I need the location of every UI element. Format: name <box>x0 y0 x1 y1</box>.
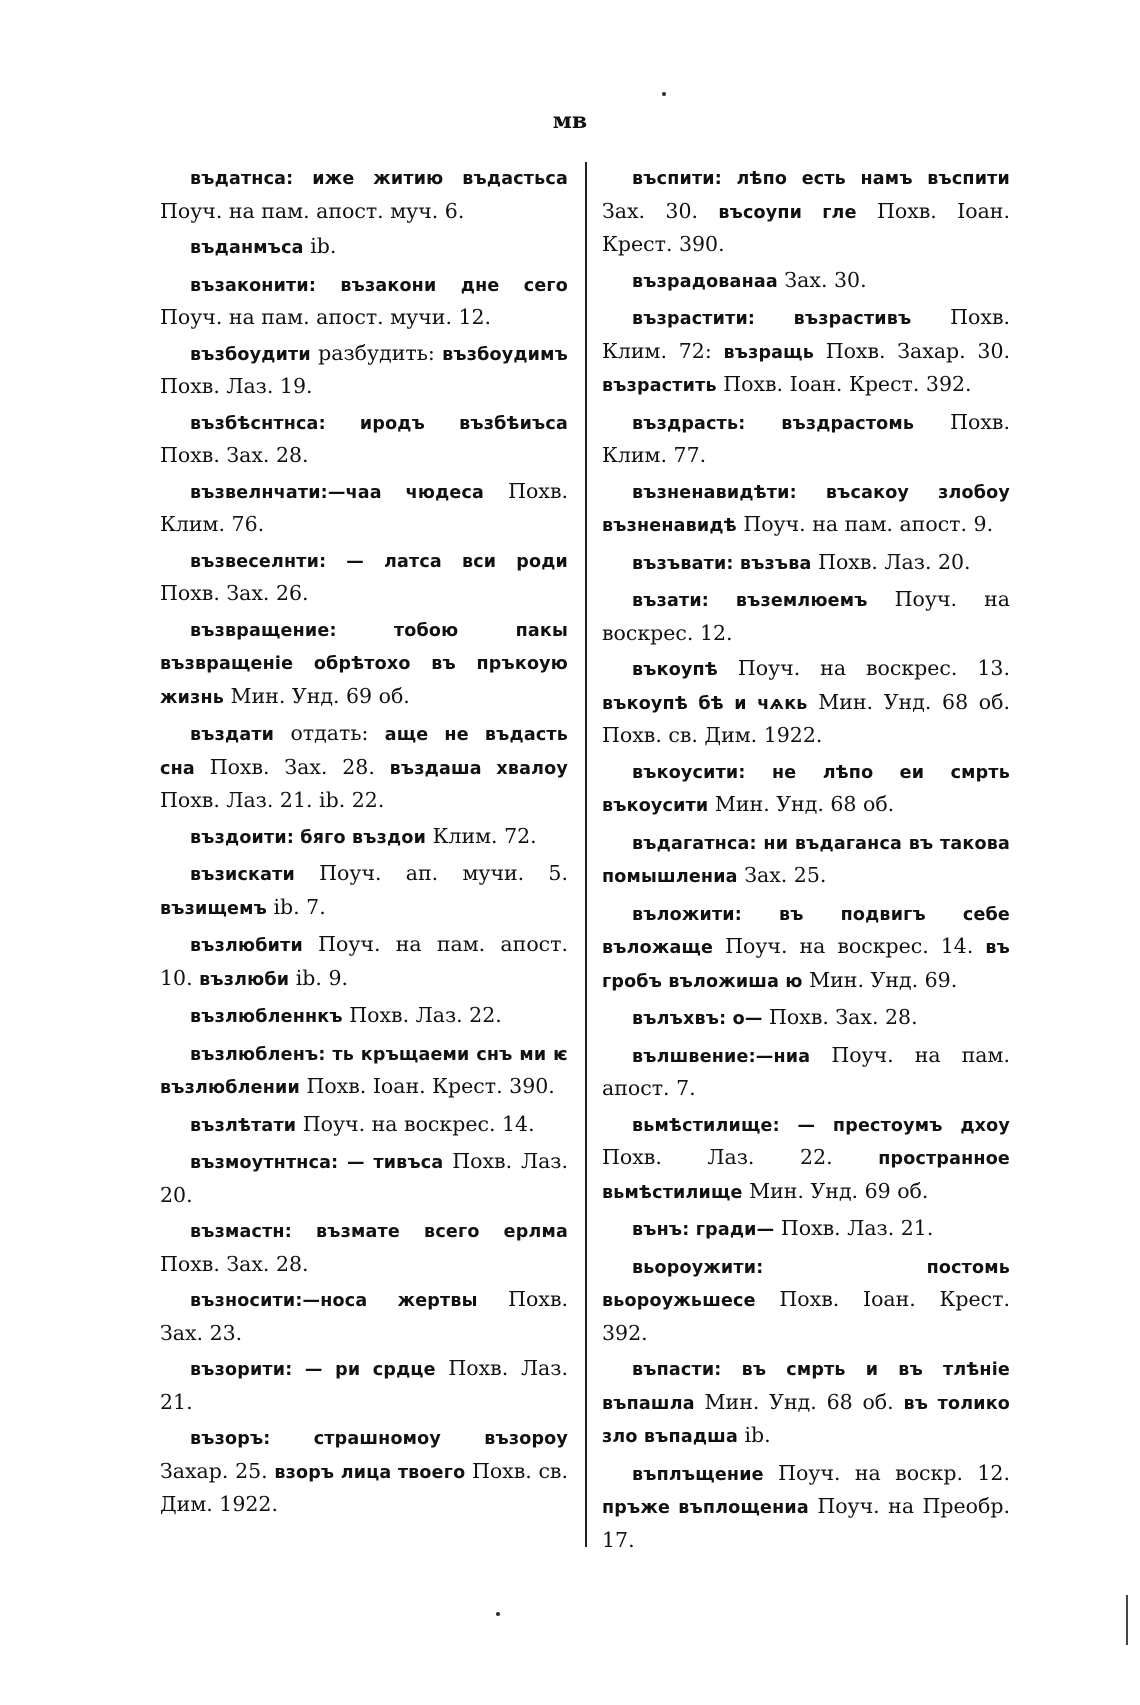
entry-headword: въ толико зло въпадша <box>602 1393 1010 1447</box>
entry-headword: възлюбленнкъ <box>190 1007 343 1027</box>
entry-headword: възвращение: тобою пакы възвращеніе обрѣтохо въ пръкоую жизнь <box>160 620 568 708</box>
dictionary-entry <box>602 1002 1010 1036</box>
entry-headword: вънъ: гради— <box>632 1220 775 1240</box>
dictionary-entry <box>160 1422 568 1521</box>
dictionary-entry <box>602 1353 1010 1454</box>
scan-edge-mark <box>1126 1595 1128 1645</box>
entry-text: Похв. Зах. 28. <box>194 754 390 779</box>
entry-headword: възвелнчати:—чаа чюдеса <box>190 482 485 503</box>
entry-text: Похв. Клим. 76. <box>160 478 568 536</box>
entry-headword: възлюбленъ: ть кръщаеми снъ ми ѥ възлюблении <box>160 1044 568 1098</box>
entry-text: отдать: <box>274 721 385 745</box>
entry-headword: възрастити: възрастивъ <box>632 309 912 329</box>
dictionary-entry <box>602 547 1010 581</box>
entry-headword: възращь <box>723 342 814 363</box>
entry-text: Поуч. на воскрес. 13. <box>717 656 1010 680</box>
dictionary-entry <box>160 858 568 925</box>
entry-headword: пръже въплощениа <box>602 1498 809 1518</box>
entry-headword: вьмѣстилище: — престоумъ дхоу <box>632 1115 1010 1136</box>
entry-headword: възищемъ <box>160 898 267 919</box>
entry-text: Похв. Лаз. 20. <box>811 549 971 574</box>
dictionary-entry <box>160 1353 568 1418</box>
dictionary-entry <box>602 1458 1010 1557</box>
entry-headword: възискати <box>190 865 295 885</box>
entry-text: Поуч. на воскр. 12. <box>763 1460 1010 1485</box>
entry-text: Мин. Унд. 68 об. <box>708 792 895 816</box>
entry-text: Поуч. на Преобр. 17. <box>602 1494 1010 1552</box>
entry-text: разбудить: <box>310 340 443 365</box>
entry-text: Поуч. ап. мучи. 5. <box>294 861 568 885</box>
entry-text: Похв. Лаз. 21. <box>774 1216 934 1240</box>
dictionary-entry <box>602 302 1010 403</box>
entry-text: Мин. Унд. 68 об. <box>694 1389 904 1414</box>
entry-text: ib. <box>303 234 337 258</box>
entry-headword: въздоити: бяго въздои <box>190 827 427 848</box>
entry-text: Похв. Клим. 72: <box>602 305 1010 363</box>
entry-text: Похв. Захар. 30. <box>814 338 1011 363</box>
dictionary-entry <box>160 231 568 265</box>
entry-text: Мин. Унд. 68 об. Похв. св. Дим. 1922. <box>602 689 1010 747</box>
entry-headword: взоръ лица твоего <box>274 1462 466 1483</box>
entry-text: Мин. Унд. 69. <box>802 967 958 992</box>
entry-headword: въкоупѣ <box>632 660 718 680</box>
entry-headword: въспити: лѣпо есть намъ въспити <box>632 169 1010 189</box>
entry-headword: възрадованаа <box>632 271 778 292</box>
entry-headword: възаконити: възакони дне сего <box>190 275 568 296</box>
dictionary-entry <box>160 476 568 541</box>
entry-text: Похв. Іоан. Крест. 390. <box>299 1074 555 1098</box>
entry-text: Клим. 72. <box>426 823 537 848</box>
entry-headword: пространное вьмѣстилище <box>602 1149 1010 1203</box>
entry-text: Мин. Унд. 69 об. <box>742 1178 929 1203</box>
entry-headword: въпасти: въ смрть и въ тлѣніе въпашлa <box>602 1360 1010 1414</box>
entry-text: Похв. Зах. 28. <box>762 1005 918 1029</box>
dictionary-entry <box>602 407 1010 472</box>
entry-text: Похв. Зах. 28. <box>160 443 309 467</box>
entry-text: Похв. св. Дим. 1922. <box>160 1458 568 1516</box>
dictionary-entry <box>602 476 1010 543</box>
entry-headword: възлюби <box>199 969 290 990</box>
dictionary-entry <box>602 1109 1010 1210</box>
entry-text: Похв. Іоан. Крест. 392. <box>602 1287 1010 1345</box>
entry-text: Похв. Іоан. Крест. 392. <box>716 372 972 396</box>
entry-headword: възрастить <box>602 376 717 396</box>
entry-headword: възбѣснтнса: иродъ възбѣиъса <box>190 413 568 434</box>
dictionary-entry <box>160 269 568 334</box>
entry-headword: възати: въземлюемъ <box>632 591 868 611</box>
entry-text: ib. <box>737 1423 771 1447</box>
dictionary-entry <box>160 407 568 472</box>
entry-text: Поуч. на пам. апост. 7. <box>602 1042 1010 1100</box>
entry-headword: въдатнса: иже житию въдастьса <box>190 169 568 189</box>
entry-text: Похв. Зах. 26. <box>160 581 309 605</box>
entry-headword: възъвати: възъва <box>632 553 812 574</box>
entry-text: Поуч. на воскрес. 14. <box>713 934 986 958</box>
dictionary-entry <box>602 1213 1010 1247</box>
entry-text: Похв. Лаз. 20. <box>160 1149 568 1207</box>
entry-text: Зах. 30. <box>777 267 867 292</box>
entry-text: Захар. 25. <box>160 1458 275 1483</box>
entry-headword: въложити: въ подвигъ себе въложаще <box>602 904 1010 958</box>
dictionary-entry <box>602 265 1010 299</box>
entry-headword: възненавидѣти: въсакоу злобоу възненавидѣ <box>602 482 1010 536</box>
dictionary-entry <box>160 1146 568 1211</box>
entry-text: ib. 9. <box>289 965 349 990</box>
column-divider <box>585 162 587 1547</box>
entry-headword: въ гробъ въложиша ю <box>602 938 1010 992</box>
entry-headword: аще не въдасть сна <box>160 725 569 779</box>
entry-headword: възбоудимъ <box>442 344 568 365</box>
entry-text: Похв. Клим. 77. <box>602 409 1010 467</box>
entry-headword: възоръ: страшномоу възороу <box>190 1429 568 1449</box>
page-number: мв <box>552 108 588 134</box>
dictionary-entry <box>160 1215 568 1280</box>
dictionary-entry <box>602 1040 1010 1105</box>
entry-headword: въплъщение <box>632 1464 764 1485</box>
entry-headword: вълшвение:—ниа <box>632 1046 811 1067</box>
entry-text: Похв. Лаз. 21. ib. 22. <box>160 788 385 812</box>
entry-text: Поуч. на пам. апост. мучи. 12. <box>160 305 492 329</box>
dictionary-entry <box>160 1038 568 1105</box>
entry-text: Поуч. на пам. апост. 9. <box>736 512 994 536</box>
entry-headword: въздрасть: въздрастомь <box>632 413 915 434</box>
entry-headword: въздати <box>190 725 275 745</box>
entry-headword: възбоудити <box>190 344 311 365</box>
entry-headword: вьорoужити: постомь вьороужьшесе <box>602 1257 1010 1311</box>
entry-headword: въздаша хвалоу <box>389 758 568 779</box>
entry-text: Поуч. на пам. апост. 10. <box>160 932 568 990</box>
entry-text: Похв. Лаз. 22. <box>342 1003 502 1027</box>
dictionary-entry <box>160 1000 568 1034</box>
entry-text: Похв. Зах. 28. <box>160 1251 309 1276</box>
entry-headword: възносити:—носа жертвы <box>190 1291 478 1311</box>
dictionary-entry <box>160 614 568 715</box>
dictionary-entry <box>602 898 1010 999</box>
entry-headword: възвеселнти: — латса вси роди <box>190 551 568 572</box>
entry-headword: възлѣтати <box>190 1115 297 1136</box>
ink-dot-top <box>662 92 666 96</box>
entry-headword: въдагатнса: ни въдаганса въ такова помышлениа <box>602 833 1010 887</box>
entry-headword: въкоусити: не лѣпо еи смрть въкоусити <box>602 762 1010 816</box>
entry-text: Похв. Лаз. 19. <box>160 374 313 398</box>
dictionary-entry <box>602 584 1010 649</box>
entry-text: Похв. Зах. 23. <box>160 1287 569 1345</box>
entry-text: Поуч. на воскрес. 12. <box>602 587 1010 645</box>
dictionary-entry <box>160 338 568 403</box>
dictionary-entry <box>160 718 568 817</box>
entry-headword: въсоупи гле <box>718 202 857 223</box>
dictionary-entry <box>602 756 1010 823</box>
left-column <box>160 162 568 1525</box>
entry-headword: вълъхвъ: о— <box>632 1009 763 1029</box>
entry-headword: възмоутнтнса: — тивъса <box>190 1153 444 1173</box>
dictionary-entry <box>160 821 568 855</box>
entry-text: Поуч. на пам. апост. муч. 6. <box>160 198 465 223</box>
dictionary-entry <box>160 929 568 996</box>
dictionary-entry <box>602 162 1010 261</box>
entry-text: Похв. Іоан. Крест. 390. <box>602 198 1010 256</box>
dictionary-entry <box>602 1251 1010 1350</box>
entry-headword: въданмъса <box>190 238 304 258</box>
entry-headword: възлюбити <box>190 936 303 956</box>
entry-headword: възорити: — ри срдце <box>190 1360 436 1380</box>
ink-dot-bottom <box>496 1612 500 1616</box>
entry-headword: въкоупѣ бѣ и чѧкь <box>602 693 808 714</box>
dictionary-entry <box>602 653 1010 752</box>
dictionary-entry <box>602 827 1010 894</box>
dictionary-entry <box>160 1109 568 1143</box>
dictionary-entry <box>160 1284 568 1349</box>
dictionary-entry <box>160 545 568 610</box>
entry-text: Похв. Лаз. 22. <box>602 1145 879 1169</box>
entry-text: Поуч. на воскрес. 14. <box>296 1111 535 1136</box>
entry-text: ib. 7. <box>266 894 326 919</box>
entry-headword: възмастн: възмате всего ерлма <box>190 1222 568 1242</box>
entry-text: Похв. Лаз. 21. <box>160 1356 568 1414</box>
entry-text: Мин. Унд. 69 об. <box>224 683 410 708</box>
entry-text: Зах. 25. <box>737 863 827 887</box>
dictionary-entry <box>160 162 568 227</box>
entry-text: Зах. 30. <box>602 198 719 223</box>
right-column <box>602 162 1010 1560</box>
